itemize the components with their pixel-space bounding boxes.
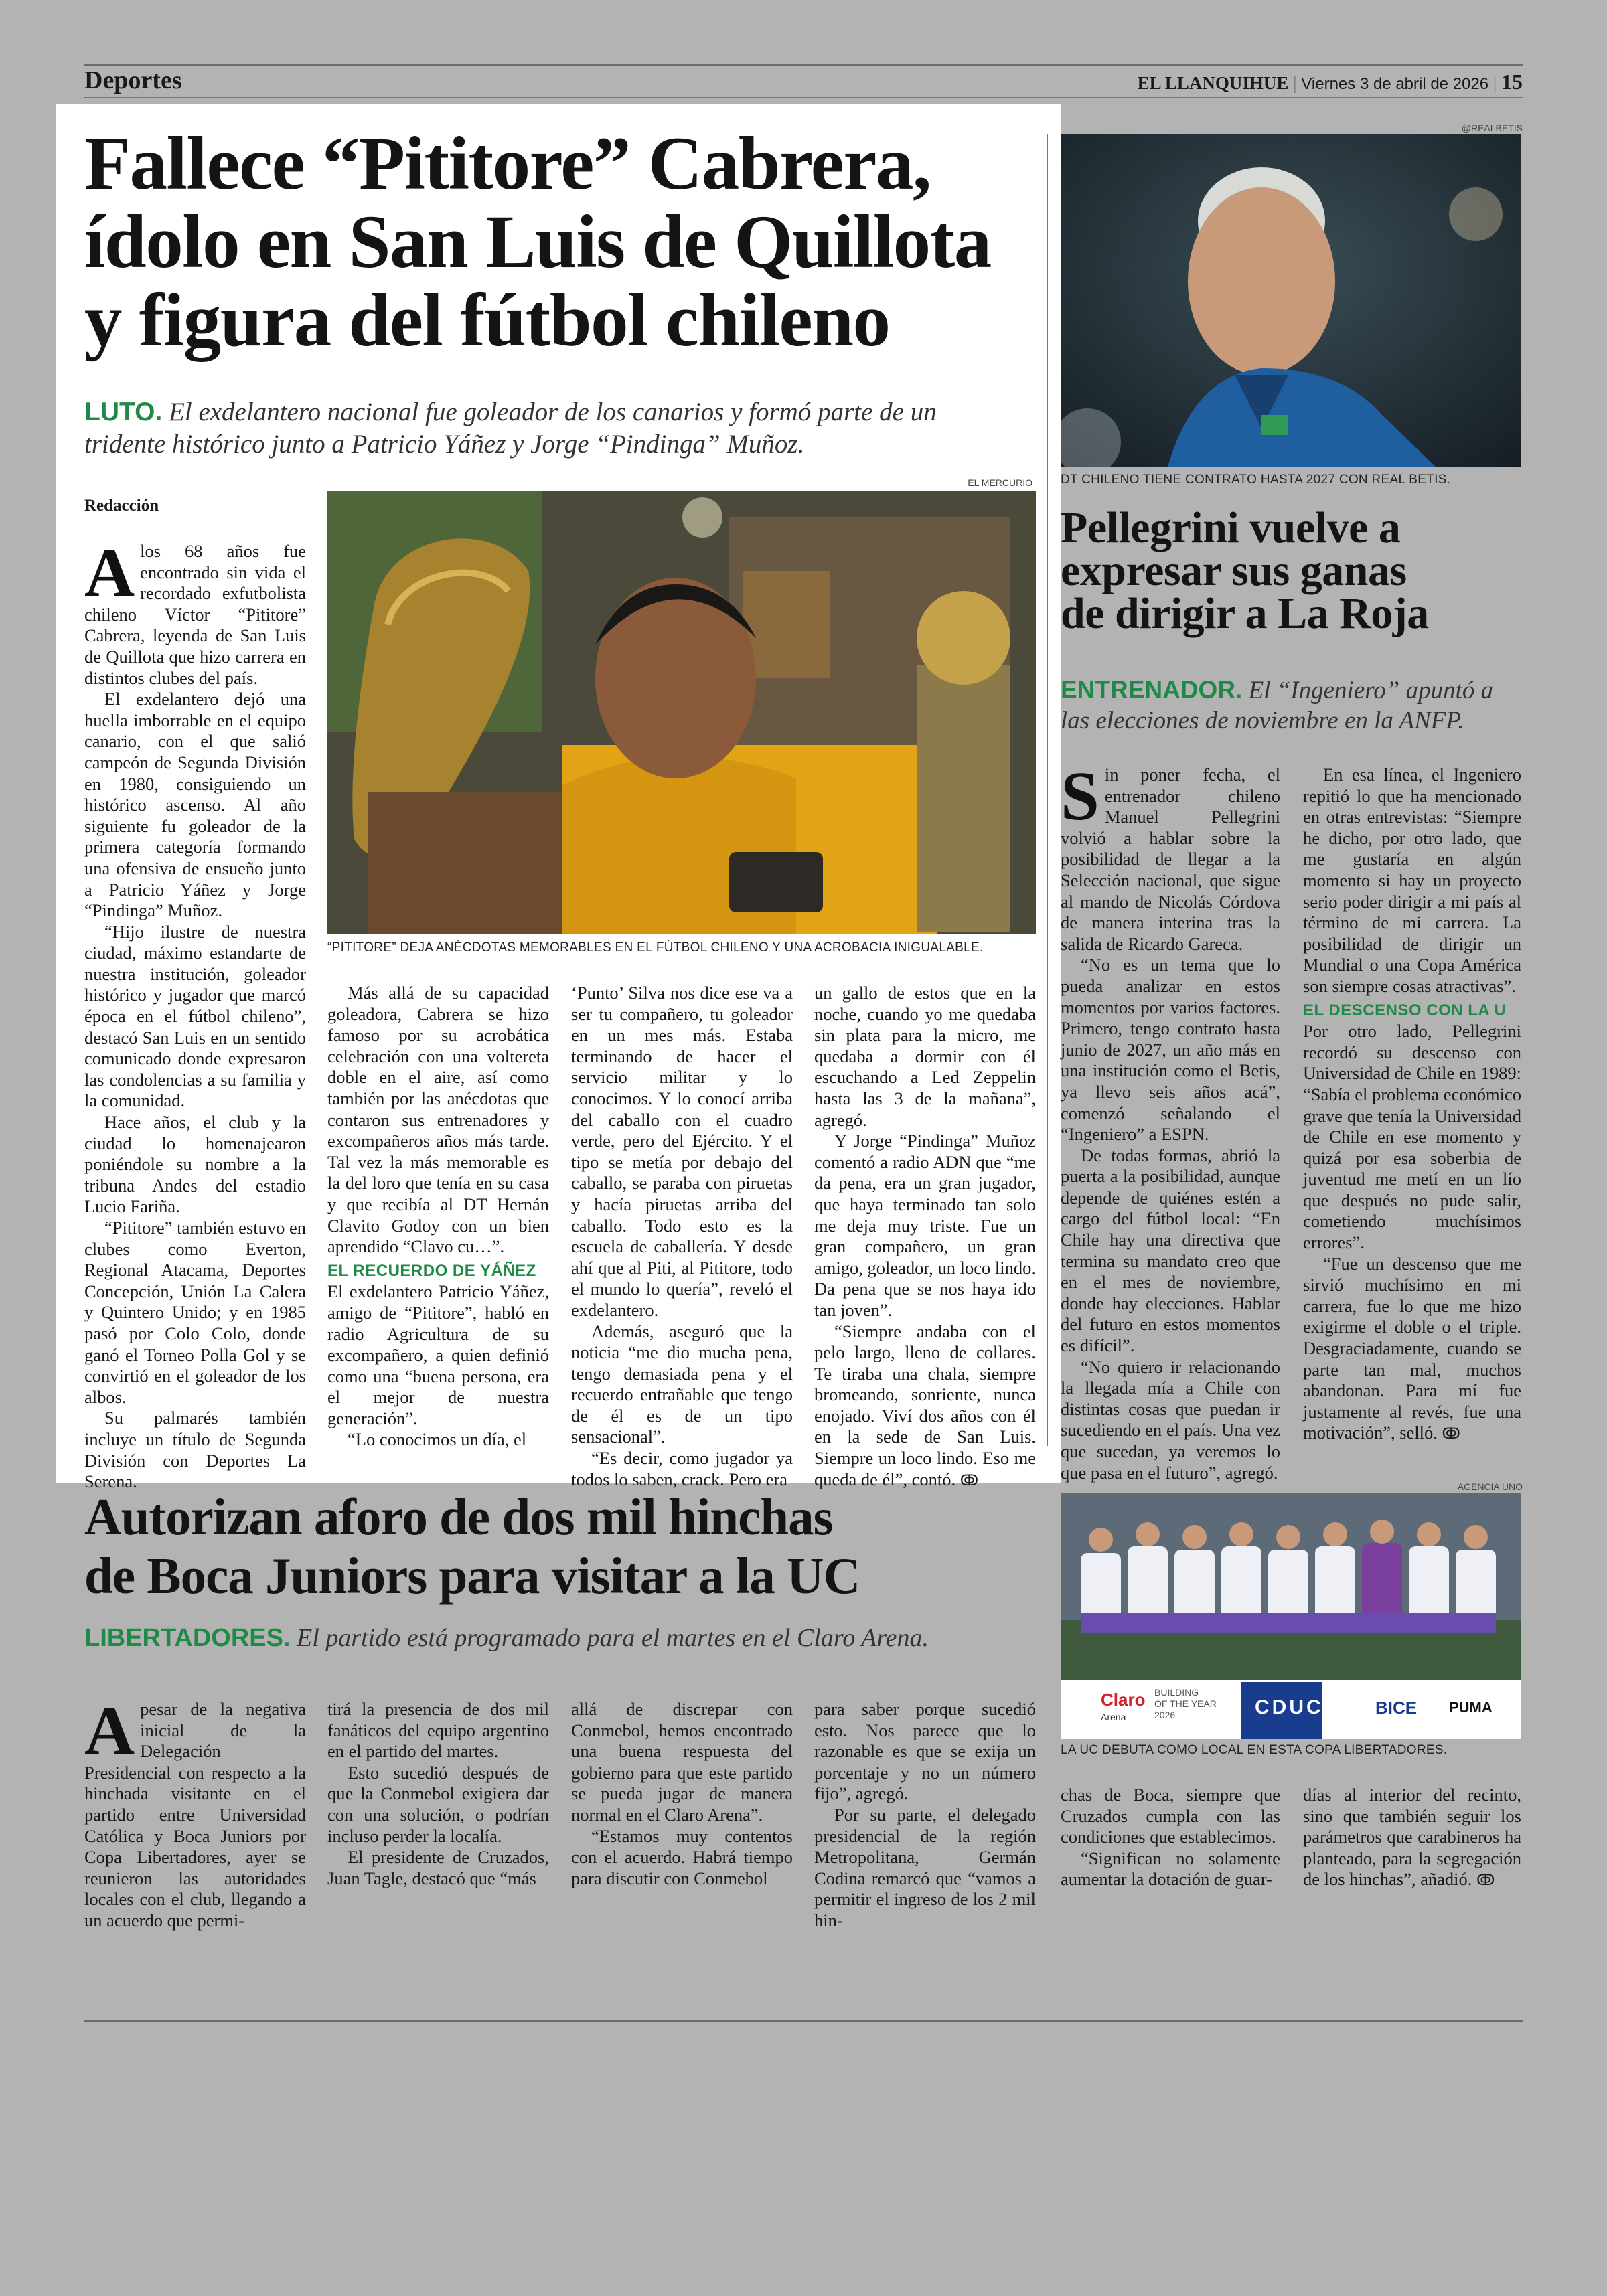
paragraph	[1303, 1254, 1521, 1445]
story3-column-5	[1061, 1785, 1280, 1890]
stadium-banner	[1061, 1680, 1521, 1739]
paragraph: En esa línea, el Ingeniero repitió lo que ha mencionado en otras entrevistas: “Siempre he dicho, por otro lado, que me gustaría en algún momento si hay un proyecto serio poder dirigir a mi país al término de mi carrera. La posibilidad de dirigir un Mundial o una Copa América son siempre cosas atractivas”.	[1303, 764, 1521, 996]
header-top-rule	[84, 64, 1523, 66]
paragraph: un gallo de estos que en la noche, cuando yo me quedaba sin plata para la micro, me quedaba a dormir con él escuchando a Led Zeppelin hasta las 3 de la mañana”, agregó.	[814, 983, 1036, 1130]
paragraph: El exdelantero dejó una huella imborrable en el equipo canario, con el que salió campeón de Segunda División en 1980, consiguiendo un histórico ascenso. Al año siguiente fu goleador de la primera categoría formando una ofensiva de ensueño junto a Patricio Yáñez y Jorge “Pindinga” Muñoz.	[84, 689, 306, 921]
paragraph: Más allá de su capacidad goleadora, Cabrera se hizo famoso por su acrobática celebración con una voltereta doble en el aire, así como también por las anécdotas que contaron sus entrenadores y excompañeros años más tarde. Tal vez la más memorable es la del loro que tenía en su casa y que recibía al DT Hernán Clavito Godoy con un bien aprendido “Clavo cu…”.	[327, 983, 549, 1257]
end-mark-icon: ↂ	[960, 1472, 979, 1489]
photo-caption: “PITITORE” DEJA ANÉCDOTAS MEMORABLES EN EL FÚTBOL CHILENO Y UNA ACROBACIA INIGUALABLE.	[327, 940, 984, 955]
first-paragraph-text: pesar de la negativa inicial de la Delegación Presidencial con respecto a la hinchada visitante en el partido entre Universidad Católica y Boca Juniors por Copa Libertadores, ayer se reunieron las autoridades locales con el club, llegando a un acuerdo que permi-	[84, 1699, 306, 1931]
claro-logo	[1101, 1691, 1145, 1726]
award-line: BUILDING	[1154, 1687, 1199, 1698]
paragraph: allá de discrepar con Conmebol, hemos encontrado una buena respuesta del gobierno para que este partido se pueda jugar de manera normal en el Claro Arena”.	[571, 1699, 793, 1825]
footer-rule	[84, 2020, 1523, 2022]
story1-first-paragraph	[84, 534, 306, 689]
story1-column-1	[84, 534, 306, 1493]
subhead-yanez: EL RECUERDO DE YÁÑEZ	[327, 1261, 536, 1280]
paragraph-text: “Fue un descenso que me sirvió muchísimo en mi carrera, fue lo que me hizo exigirme el doble o el triple. Desgraciadamente, cuando se parte tan mal, muchos abandonan. Para mí fue justamente al revés, fue una motivación”, selló.	[1303, 1253, 1521, 1443]
photo-caption: DT CHILENO TIENE CONTRATO HASTA 2027 CON REAL BETIS.	[1061, 473, 1451, 487]
masthead-separator: |	[1293, 73, 1302, 93]
dropcap: A	[84, 1692, 135, 1769]
story3-column-6	[1303, 1785, 1521, 1892]
story2-column-2	[1303, 764, 1521, 1445]
paragraph: “No quiero ir relacionando la llegada mía a Chile con distintas cosas que puedan ir sucediendo en el país. Una vez que sucedan, ya veremos lo que pasa en el futuro”, agregó.	[1061, 1356, 1280, 1483]
pellegrini-headline	[1061, 503, 1521, 638]
uc-team-photo	[1061, 1493, 1521, 1739]
story1-column-4	[814, 983, 1036, 1491]
cduc-crest: CDUC	[1255, 1696, 1324, 1718]
dropcap: A	[84, 534, 135, 611]
lede-line	[1061, 675, 1521, 706]
paragraph: Su palmarés también incluye un título de Segunda División con Deportes La Serena.	[84, 1408, 306, 1492]
puma-sponsor: PUMA	[1449, 1699, 1493, 1716]
paragraph: “Es decir, como jugador ya todos lo saben, crack. Pero era	[571, 1448, 793, 1489]
paragraph: Por otro lado, Pellegrini recordó su descenso con Universidad de Chile en 1989: “Sabía el problema económico grave que tenía la Universidad de Chile en ese momento y quizá por esa soberbia de juventud me metí en un lío que después no pude salir, cometiendo muchísimos errores”.	[1303, 1021, 1521, 1253]
lede-tag: LUTO.	[84, 398, 163, 426]
photo-credit: @REALBETIS	[1461, 122, 1523, 133]
paragraph: El exdelantero Patricio Yáñez, amigo de “Pititore”, habló en radio Agricultura de su excompañero, a quien definió como una “buena persona, era el mejor de nuestra generación”.	[327, 1281, 549, 1428]
paragraph: Hace años, el club y la ciudad lo homenajearon poniéndole su nombre a la tribuna Andes del estadio Lucio Fariña.	[84, 1112, 306, 1217]
paragraph-text: “Siempre andaba con el pelo largo, lleno de collares. Te tiraba una chala, siempre bromeando, sonriente, nunca enojado. Viví dos años con él en la sede de San Luis. Siempre un loco lindo. Eso me queda de él”, contó.	[814, 1321, 1036, 1489]
headline-line: Pellegrini vuelve a	[1061, 503, 1401, 552]
paragraph: Esto sucedió después de que la Conmebol exigiera dar con una solución, o podrían incluso perder la localía.	[327, 1762, 549, 1846]
end-mark-icon: ↂ	[1476, 1872, 1495, 1890]
headline-line: Fallece “Pititore” Cabrera,	[84, 122, 931, 206]
paragraph: Y Jorge “Pindinga” Muñoz comentó a radio ADN que “me da pena, era un gran jugador, que haya terminado tan solo me deja muy triste. Fue un gran compañero, un gran amigo, goleador, un loco lindo. Da pena que se nos haya ido tan joven”.	[814, 1131, 1036, 1320]
headline-line: ídolo en San Luis de Quillota	[84, 200, 991, 284]
claro-logo-sub: Arena	[1101, 1712, 1126, 1722]
masthead-line	[1138, 70, 1523, 94]
paragraph	[1303, 1785, 1521, 1892]
photo-credit: EL MERCURIO	[968, 477, 1032, 488]
lede-line: tridente histórico junto a Patricio Yáñez y Jorge “Pindinga” Muñoz.	[84, 430, 805, 459]
main-headline	[84, 122, 1049, 362]
boca-lede	[84, 1623, 1049, 1653]
paragraph: “Significan no solamente aumentar la dotación de guar-	[1061, 1848, 1280, 1890]
main-lede	[84, 396, 1049, 461]
paragraph-text: días al interior del recinto, sino que también seguir los parámetros que carabineros ha planteado, para la segregación de los hinchas”, añadió.	[1303, 1785, 1521, 1890]
pellegrini-photo	[1061, 134, 1521, 467]
lede-text: El exdelantero nacional fue goleador de los canarios y formó parte de un	[169, 398, 937, 426]
paragraph: “No es un tema que lo pueda analizar en estos momentos por varios factores. Primero, tengo contrato hasta junio de 2027, un año más en una institución como el Betis, ya llevo seis años acá”, comenzó señalando el “Ingeniero” a ESPN.	[1061, 955, 1280, 1145]
pellegrini-lede	[1061, 675, 1521, 736]
headline-line: y figura del fútbol chileno	[84, 278, 890, 362]
paragraph: ‘Punto’ Silva nos dice ese va a ser tu compañero, tu goleador en un mes más. Estaba terminando de hacer el servicio militar y lo conocimos. Y lo conocí arriba del caballo con el cuadro verde, pero del Ejército. Y el tipo se metía por debajo del caballo, se paraba con piruetas y hacía piruetas arriba del caballo. Todo esto es la escuela de caballería. Y desde ahí que al Piti, al Pititore, todo el mundo lo quería”, reveló el exdelantero.	[571, 983, 793, 1320]
pititore-photo	[327, 491, 1036, 934]
paragraph: chas de Boca, siempre que Cruzados cumpla con las condiciones que establecimos.	[1061, 1785, 1280, 1848]
section-name: Deportes	[84, 66, 182, 94]
story3-column-1	[84, 1692, 306, 1932]
lede-line	[84, 396, 1049, 428]
award-line: 2026	[1154, 1710, 1176, 1720]
story1-column-3	[571, 983, 793, 1490]
lede-text: El partido está programado para el martes en el Claro Arena.	[297, 1624, 929, 1652]
paragraph: “Lo conocimos un día, el	[348, 1429, 527, 1450]
paragraph: “Pititore” también estuvo en clubes como Everton, Regional Atacama, Deportes Concepción, Unión La Calera y Quintero Unido; y en 1985 pasó por Colo Colo, donde ganó el Torneo Polla Gol y se convirtió en el goleador de los albos.	[84, 1218, 306, 1407]
masthead: EL LLANQUIHUE	[1137, 73, 1289, 93]
photo-caption: LA UC DEBUTA COMO LOCAL EN ESTA COPA LIBERTADORES.	[1061, 1743, 1448, 1757]
paragraph: tirá la presencia de dos mil fanáticos del equipo argentino en el partido del martes.	[327, 1699, 549, 1762]
end-mark-icon: ↂ	[1442, 1426, 1460, 1443]
pititore-photo-art	[327, 491, 1036, 934]
story3-first-paragraph	[84, 1692, 306, 1932]
paragraph: Además, aseguró que la noticia “me dio mucha pena, tengo demasiada pena y el recuerdo entrañable que tengo de él es de un tipo sensacional”.	[571, 1321, 793, 1447]
story1-column-2	[327, 983, 549, 1451]
masthead-separator: |	[1493, 73, 1501, 93]
paragraph: El presidente de Cruzados, Juan Tagle, destacó que “más	[327, 1847, 549, 1888]
photo-credit: AGENCIA UNO	[1457, 1481, 1523, 1492]
subhead-descenso: EL DESCENSO CON LA U	[1303, 1001, 1507, 1019]
story2-first-paragraph	[1061, 758, 1280, 955]
headline-line: de Boca Juniors para visitar a la UC	[84, 1547, 860, 1605]
pellegrini-photo-art	[1061, 134, 1521, 467]
bice-sponsor: BICE	[1375, 1698, 1418, 1718]
first-paragraph-text: in poner fecha, el entrenador chileno Manuel Pellegrini volvió a hablar sobre la posibilidad de llegar a la Selección nacional, que sigue al mando de Nicolás Córdova de manera interina tras la salida de Ricardo Gareca.	[1061, 764, 1280, 954]
paragraph: “Estamos muy contentos con el acuerdo. Habrá tiempo para discutir con Conmebol	[571, 1825, 793, 1888]
boca-headline	[84, 1487, 1042, 1605]
award-line: OF THE YEAR	[1154, 1698, 1217, 1709]
claro-logo-text: Claro	[1101, 1690, 1146, 1710]
lede-line: las elecciones de noviembre en la ANFP.	[1061, 707, 1464, 734]
story3-column-3	[571, 1699, 793, 1889]
byline: Redacción	[84, 497, 159, 515]
header-bottom-rule	[84, 97, 1523, 98]
headline-line: expresar sus ganas	[1061, 546, 1407, 595]
headline-line: de dirigir a La Roja	[1061, 589, 1429, 638]
story3-column-4	[814, 1699, 1036, 1932]
headline-line: Autorizan aforo de dos mil hinchas	[84, 1488, 833, 1546]
lede-text: El “Ingeniero” apuntó a	[1248, 677, 1494, 704]
award-badge	[1154, 1687, 1217, 1721]
page-number: 15	[1501, 70, 1523, 94]
lede-tag: ENTRENADOR.	[1061, 676, 1243, 704]
paragraph: para saber porque sucedió esto. Nos parece que lo razonable es que se exija un porcentaje y no un número fijo”, agregó.	[814, 1699, 1036, 1804]
issue-date: Viernes 3 de abril de 2026	[1301, 75, 1489, 93]
paragraph: Por su parte, el delegado presidencial de la región Metropolitana, Germán Codina remarcó que “vamos a permitir el ingreso de los 2 mil hin-	[814, 1804, 1036, 1931]
paragraph: “Hijo ilustre de nuestra ciudad, máximo estandarte de nuestra institución, goleador histórico y jugador que marcó época en el fútbol chileno”, destacó San Luis en un sentido comunicado donde expresaron las condolencias a su familia y la comunidad.	[84, 921, 306, 1111]
paragraph	[814, 1321, 1036, 1492]
column-divider	[1047, 134, 1048, 1446]
dropcap: S	[1061, 758, 1099, 835]
first-paragraph-text: los 68 años fue encontrado sin vida el recordado exfutbolista chileno Víctor “Pititore” Cabrera, leyenda de San Luis de Quillota que hizo carrera en distintos clubes del país.	[84, 541, 306, 688]
story2-column-1	[1061, 758, 1280, 1483]
lede-tag: LIBERTADORES.	[84, 1624, 291, 1652]
story3-column-2	[327, 1699, 549, 1889]
paragraph: De todas formas, abrió la puerta a la posibilidad, aunque depende de quiénes estén a cargo del fútbol local: “En Chile hay una directiva que termina su mandato creo que en el mes de noviembre, donde hay elecciones. Hablar del futuro en estos momentos es difícil”.	[1061, 1145, 1280, 1356]
